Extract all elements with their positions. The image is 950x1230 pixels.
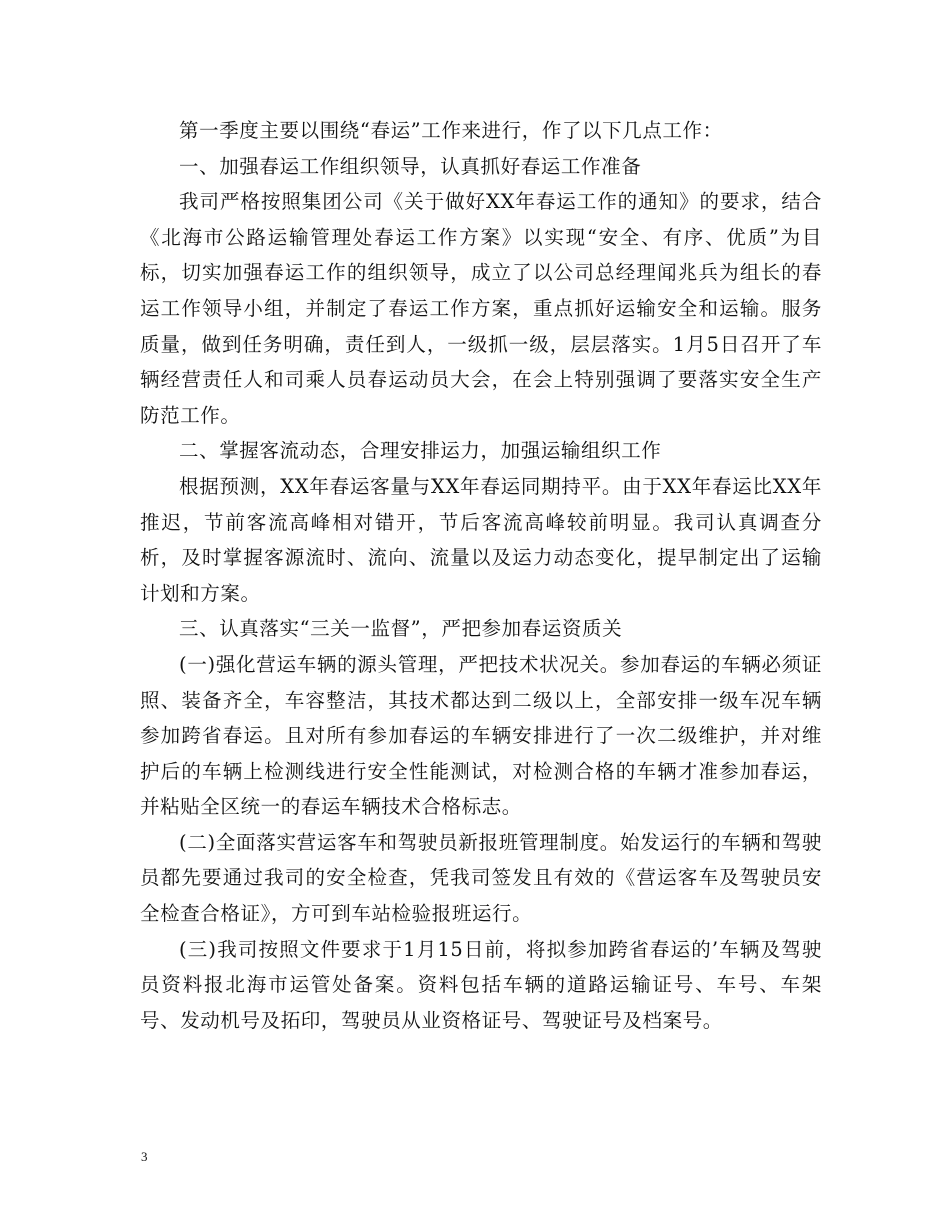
section-heading-1: 一、加强春运工作组织领导，认真抓好春运工作准备 xyxy=(179,154,642,178)
section-heading-2: 二、掌握客流动态，合理安排运力，加强运输组织工作 xyxy=(179,439,662,463)
section-heading-3: 三、认真落实“三关一监督”，严把参加春运资质关 xyxy=(179,617,623,641)
section-1-paragraph: 我司严格按照集团公司《关于做好XX年春运工作的通知》的要求，结合《北海市公路运输管理处春运工作方案》以实现“安全、有序、优质”为目标，切实加强春运工作的组织领导，成立了以公司总经理闻兆兵为组长的春运工作领导小组，并制定了春运工作方案，重点抓好运输安全和运输。服务质量，做到任务明确，责任到人，一级抓一级，层层落实。1月5日召开了车辆经营责任人和司乘人员春运动员大会，在会上特别强调了要落实安全生产防范工作。 xyxy=(140,190,822,427)
subsection-3-paragraph: (三)我司按照文件要求于1月15日前，将拟参加跨省春运的’车辆及驾驶员资料报北海市运管处备案。资料包括车辆的道路运输证号、车号、车架号、发动机号及拓印，驾驶员从业资格证号、驾驶证号及档案号。 xyxy=(140,937,822,1032)
document-body xyxy=(140,113,822,1038)
subsection-2-paragraph: (二)全面落实营运客车和驾驶员新报班管理制度。始发运行的车辆和驾驶员都先要通过我司的安全检查，凭我司签发且有效的《营运客车及驾驶员安全检查合格证》，方可到车站检验报班运行。 xyxy=(140,830,822,926)
page-number: 3 xyxy=(141,1149,148,1164)
section-2-paragraph: 根据预测，XX年春运客量与XX年春运同期持平。由于XX年春运比XX年推迟，节前客流高峰相对错开，节后客流高峰较前明显。我司认真调查分析，及时掌握客源流时、流向、流量以及运力动态变化，提早制定出了运输计划和方案。 xyxy=(140,474,822,605)
intro-paragraph: 第一季度主要以围绕“春运”工作来进行，作了以下几点工作： xyxy=(179,119,723,142)
subsection-1-paragraph: (一)强化营运车辆的源头管理，严把技术状况关。参加春运的车辆必须证照、装备齐全，车容整洁，其技术都达到二级以上，全部安排一级车况车辆参加跨省春运。且对所有参加春运的车辆安排进行了一次二级维护，并对维护后的车辆上检测线进行安全性能测试，对检测合格的车辆才准参加春运，并粘贴全区统一的春运车辆技术合格标志。 xyxy=(140,652,822,819)
